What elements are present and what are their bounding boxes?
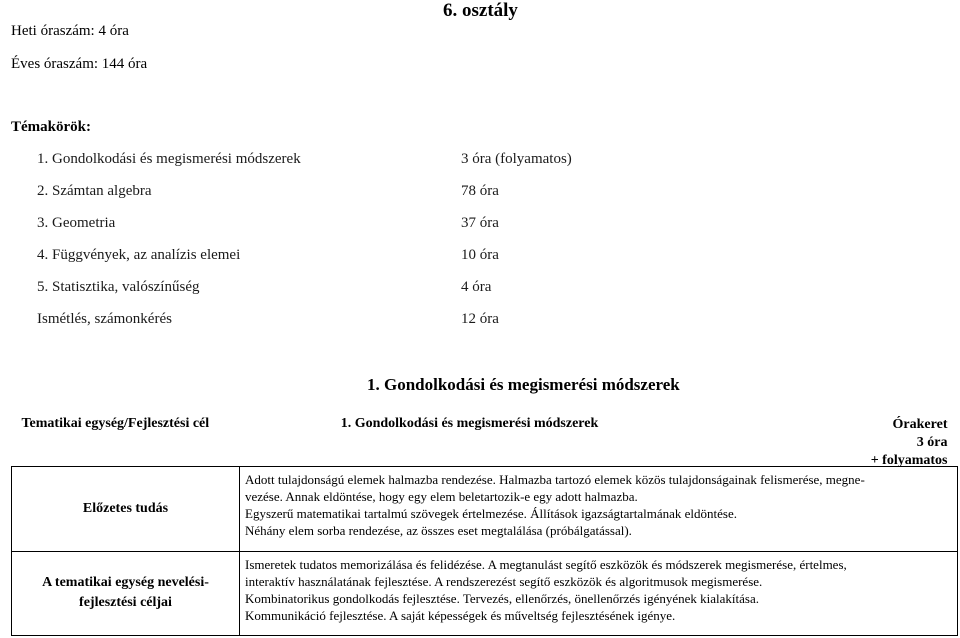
content-line: Adott tulajdonságú elemek halmazba rendezése. Halmazba tartozó elemek közös tulajdonságainak felismerése, megne- — [245, 471, 865, 487]
table-header-hours — [808, 408, 958, 470]
content-line: Ismeretek tudatos memorizálása és felidézése. A megtanulást segítő eszközök és módszerek megismerése, értelmes, — [245, 556, 847, 572]
topic-label: 3. Geometria — [37, 215, 116, 231]
table-row — [12, 466, 958, 551]
topic-table — [11, 408, 958, 636]
topic-hours: 78 óra — [461, 183, 499, 199]
topics-heading: Témakörök: — [11, 119, 91, 135]
row-label-goals-line-2: fejlesztési céljai — [79, 595, 172, 610]
content-line: Kommunikáció fejlesztése. A saját képességek és műveltség fejlesztésének igénye. — [245, 607, 676, 623]
content-line: vezése. Annak eldöntése, hogy egy elem beletartozik-e egy adott halmazba. — [245, 488, 638, 504]
topic-label: 5. Statisztika, valószínűség — [37, 279, 200, 295]
topic-hours: 4 óra — [461, 279, 492, 295]
table-header-left: Tematikai egység/Fejlesztési cél — [21, 416, 210, 431]
hours-frame-extra: + folyamatos — [870, 453, 948, 468]
table-header-right-group — [240, 408, 958, 466]
row-label-goals — [12, 551, 240, 635]
content-line: Kombinatorikus gondolkodás fejlesztése. Tervezés, ellenőrzés, önellenőrzés igényének kialakítása. — [245, 590, 759, 606]
row-label-prior-knowledge: Előzetes tudás — [12, 466, 240, 551]
section-title: 1. Gondolkodási és megismerési módszerek — [367, 375, 680, 394]
topic-label: Ismétlés, számonkérés — [37, 311, 172, 327]
topic-hours: 37 óra — [461, 215, 499, 231]
row-content-goals — [240, 551, 958, 635]
page-title: 6. osztály — [443, 0, 518, 21]
content-line: Egyszerű matematikai tartalmú szövegek értelmezése. Állítások igazságtartalmának eldöntése. — [245, 505, 737, 521]
topic-hours: 3 óra (folyamatos) — [461, 151, 572, 167]
hours-frame-label: Órakeret — [892, 417, 948, 432]
content-line: interaktív használatának fejlesztése. A rendszerezést segítő eszközök és algoritmusok megismerése. — [245, 573, 763, 589]
topic-label: 4. Függvények, az analízis elemei — [37, 247, 241, 263]
table-header-mid: 1. Gondolkodási és megismerési módszerek — [340, 416, 599, 431]
content-line: Néhány elem sorba rendezése, az összes eset megtalálása (próbálgatással). — [245, 522, 632, 538]
topic-label: 1. Gondolkodási és megismerési módszerek — [37, 151, 301, 167]
topic-hours: 12 óra — [461, 311, 499, 327]
row-content-prior-knowledge — [240, 466, 958, 551]
table-row — [12, 551, 958, 635]
yearly-hours: Éves óraszám: 144 óra — [11, 56, 148, 72]
topic-hours: 10 óra — [461, 247, 499, 263]
weekly-hours: Heti óraszám: 4 óra — [11, 23, 129, 39]
hours-frame-value: 3 óra — [916, 435, 948, 450]
topic-label: 2. Számtan algebra — [37, 183, 152, 199]
table-header-row — [12, 408, 958, 466]
row-label-goals-line-1: A tematikai egység nevelési- — [42, 575, 209, 590]
